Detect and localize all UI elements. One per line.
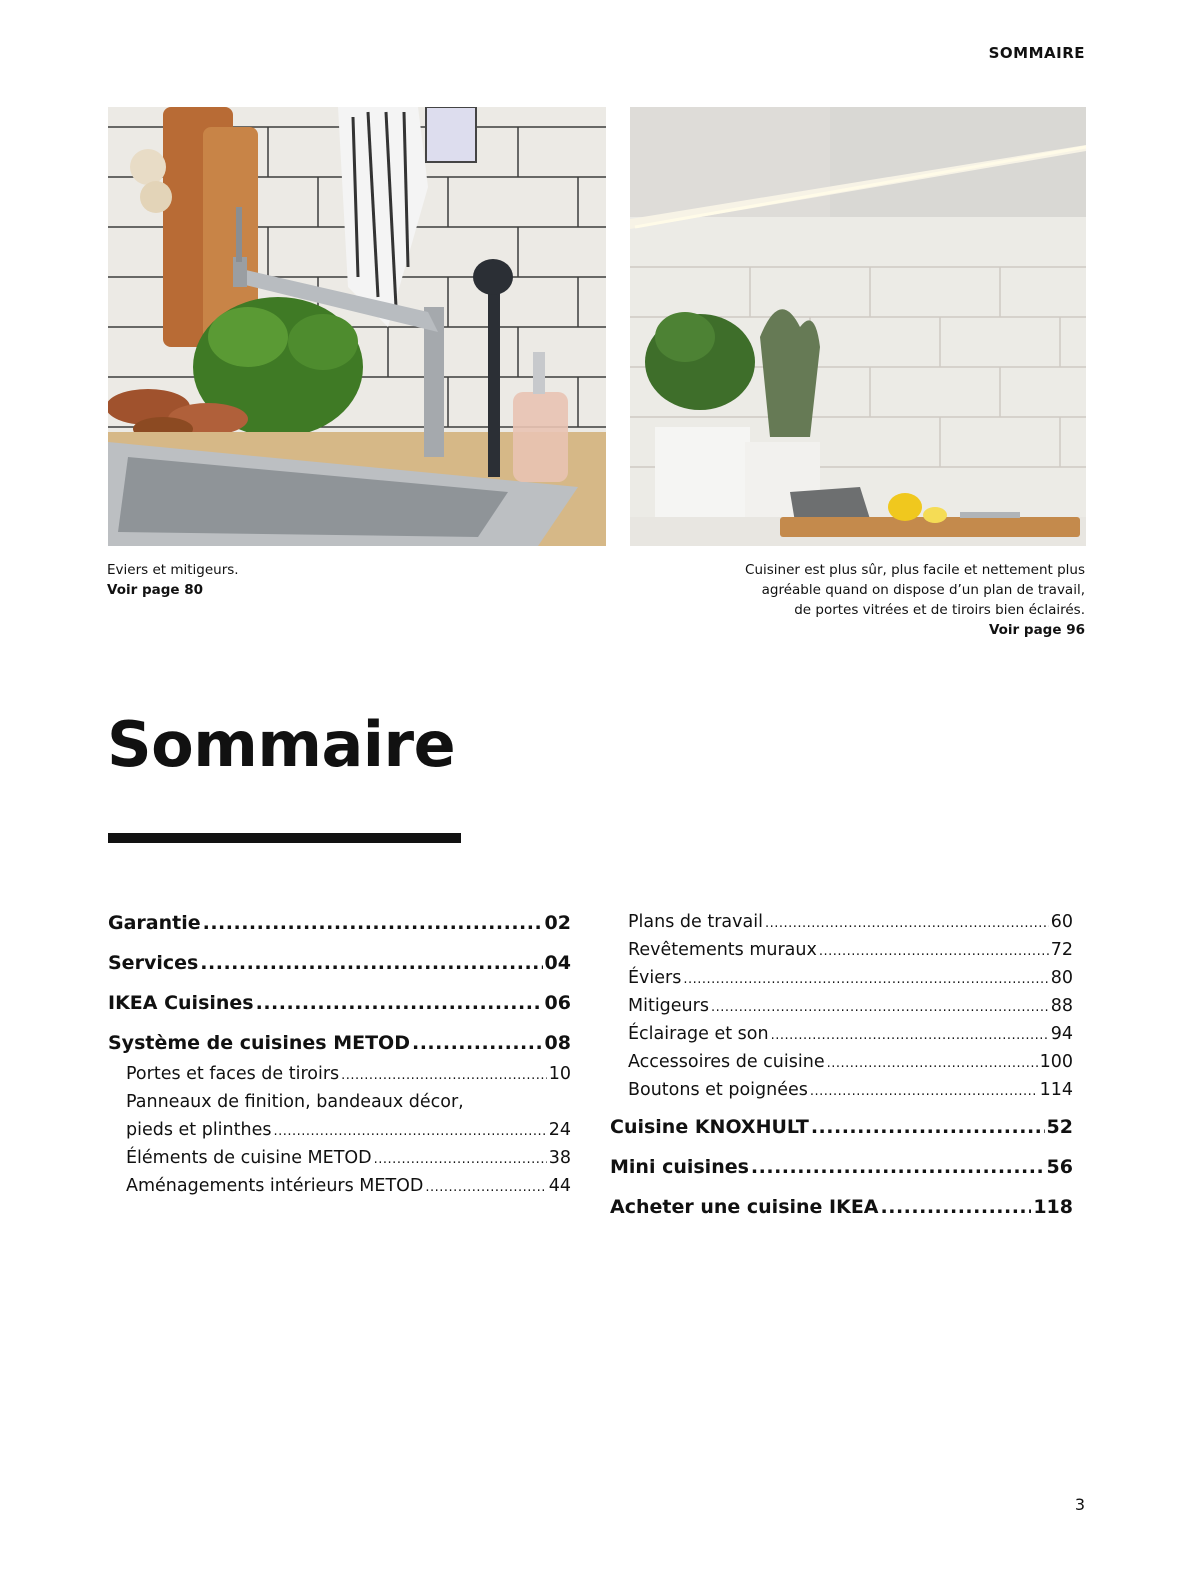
sink-faucet-photo (108, 107, 606, 546)
dot-leader (256, 992, 543, 1014)
toc-entry-acheter[interactable] (610, 1196, 1073, 1236)
toc-entry-boutons[interactable] (610, 1080, 1073, 1116)
toc-entry-mini-cuisines[interactable] (610, 1156, 1073, 1196)
toc-page: 44 (548, 1176, 571, 1196)
toc-page: 88 (1050, 996, 1073, 1016)
toc-entry-garantie[interactable] (108, 912, 571, 952)
dot-leader (881, 1196, 1032, 1218)
toc-label: Portes et faces de tiroirs (126, 1064, 340, 1084)
right-caption-line3: de portes vitrées et de tiroirs bien éclairés. (794, 602, 1085, 618)
left-photo-caption (107, 560, 239, 600)
toc-page: 94 (1050, 1024, 1073, 1044)
toc-entry-plans[interactable] (610, 912, 1073, 940)
dot-leader (771, 1028, 1049, 1043)
left-caption-text: Eviers et mitigeurs. (107, 562, 239, 578)
dot-leader (711, 1000, 1049, 1015)
section-header: SOMMAIRE (988, 44, 1085, 62)
toc-entry-accessoires[interactable] (610, 1052, 1073, 1080)
toc-entry-elements[interactable] (108, 1148, 571, 1176)
page-number: 3 (1074, 1495, 1085, 1514)
toc-label: Acheter une cuisine IKEA (610, 1196, 879, 1218)
page-title: Sommaire (107, 708, 456, 781)
toc-page: 08 (544, 1032, 571, 1054)
dot-leader (273, 1124, 546, 1139)
toc-entry-panneaux-line1[interactable]: Panneaux de finition, bandeaux décor, (126, 1092, 464, 1112)
toc-label: Accessoires de cuisine (628, 1052, 825, 1072)
toc-label: Éléments de cuisine METOD (126, 1148, 372, 1168)
dot-leader (819, 944, 1049, 959)
toc-label: Mitigeurs (628, 996, 709, 1016)
toc-page: 56 (1046, 1156, 1073, 1178)
toc-page: 10 (548, 1064, 571, 1084)
dot-leader (203, 912, 543, 934)
toc-label: Aménagements intérieurs METOD (126, 1176, 424, 1196)
toc-page: 114 (1039, 1080, 1073, 1100)
toc-page: 52 (1046, 1116, 1073, 1138)
dot-leader (827, 1056, 1038, 1071)
title-underline (108, 833, 461, 843)
dot-leader (751, 1156, 1045, 1178)
toc-page: 24 (548, 1120, 571, 1140)
toc-page: 06 (544, 992, 571, 1014)
toc-page: 02 (544, 912, 571, 934)
toc-right-column (610, 912, 1073, 1236)
right-caption-line1: Cuisiner est plus sûr, plus facile et nettement plus (745, 562, 1085, 578)
dot-leader (810, 1084, 1038, 1099)
toc-label: Mini cuisines (610, 1156, 749, 1178)
toc-page: 04 (544, 952, 571, 974)
toc-label: Cuisine KNOXHULT (610, 1116, 809, 1138)
toc-entry-mitigeurs[interactable] (610, 996, 1073, 1024)
toc-label: Boutons et poignées (628, 1080, 808, 1100)
toc-label: Services (108, 952, 199, 974)
toc-page: 38 (548, 1148, 571, 1168)
toc-entry-revetements[interactable] (610, 940, 1073, 968)
toc-label: Garantie (108, 912, 201, 934)
lit-countertop-photo (630, 107, 1086, 546)
right-caption-line2: agréable quand on dispose d’un plan de travail, (761, 582, 1085, 598)
toc-label: IKEA Cuisines (108, 992, 254, 1014)
toc-entry-amenagements[interactable] (108, 1176, 571, 1204)
toc-label: Éclairage et son (628, 1024, 769, 1044)
toc-entry-portes[interactable] (108, 1064, 571, 1092)
toc-page: 80 (1050, 968, 1073, 988)
toc-label: Système de cuisines METOD (108, 1032, 410, 1054)
toc-entry-knoxhult[interactable] (610, 1116, 1073, 1156)
dot-leader (412, 1032, 543, 1054)
toc-page: 100 (1039, 1052, 1073, 1072)
dot-leader (683, 972, 1048, 987)
toc-entry-metod[interactable] (108, 1032, 571, 1064)
toc-page: 118 (1033, 1196, 1073, 1218)
dot-leader (765, 916, 1049, 931)
dot-leader (374, 1152, 547, 1167)
toc-label: Éviers (628, 968, 682, 988)
dot-leader (341, 1068, 547, 1083)
dot-leader (425, 1180, 546, 1195)
toc-page: 60 (1050, 912, 1073, 932)
toc-entry-eviers[interactable] (610, 968, 1073, 996)
toc-label: Revêtements muraux (628, 940, 817, 960)
toc-entry-eclairage[interactable] (610, 1024, 1073, 1052)
toc-label: Plans de travail (628, 912, 763, 932)
dot-leader (200, 952, 542, 974)
toc-entry-services[interactable] (108, 952, 571, 992)
toc-entry-ikea-cuisines[interactable] (108, 992, 571, 1032)
toc-left-column (108, 912, 571, 1204)
right-caption-link[interactable]: Voir page 96 (988, 622, 1085, 638)
dot-leader (811, 1116, 1045, 1138)
toc-label: pieds et plinthes (126, 1120, 272, 1140)
toc-page: 72 (1050, 940, 1073, 960)
left-caption-link[interactable]: Voir page 80 (107, 582, 204, 598)
right-photo-caption (685, 560, 1085, 640)
toc-entry-panneaux[interactable] (108, 1120, 571, 1148)
